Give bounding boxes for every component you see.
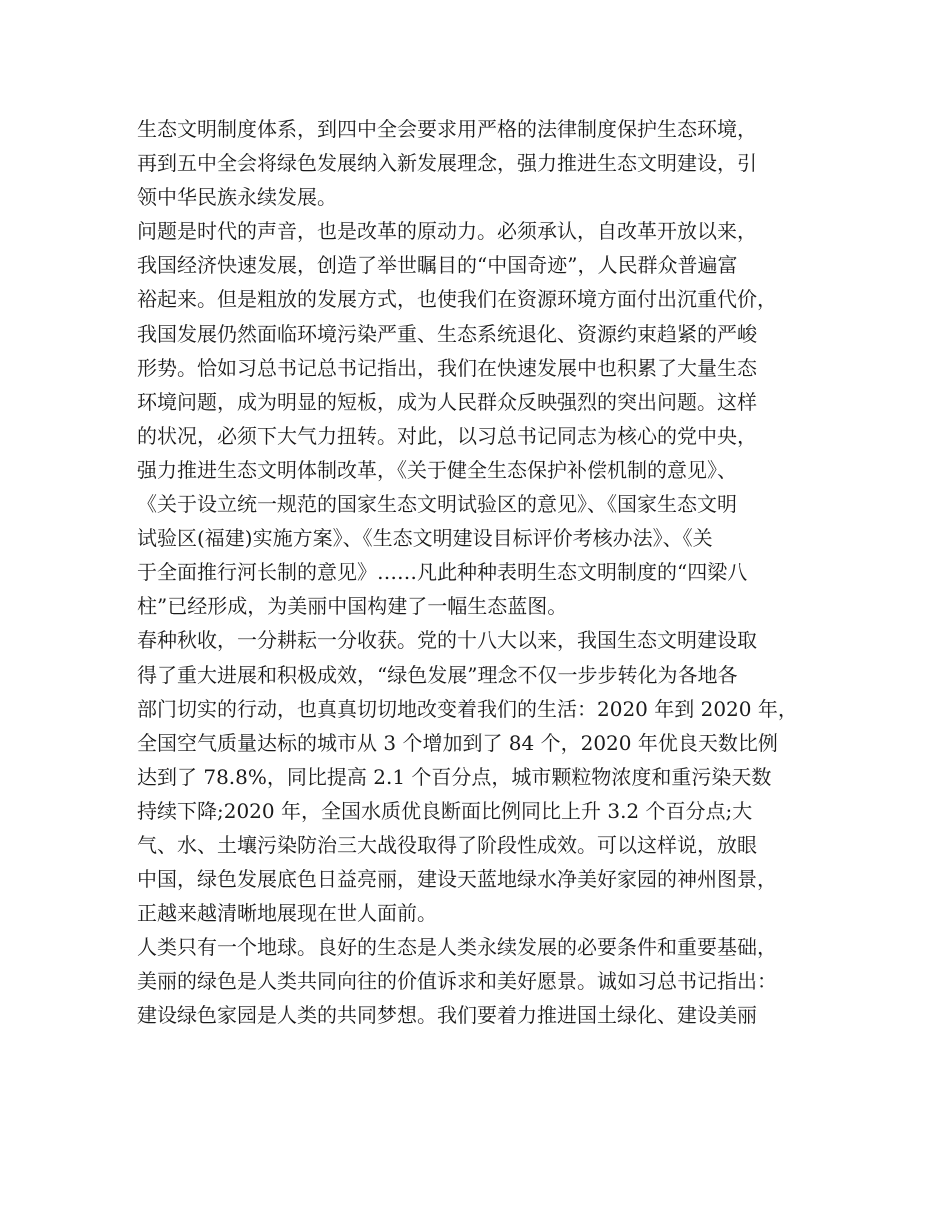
paragraph-3: [137, 623, 827, 930]
paragraph-2: [137, 214, 827, 623]
text-line: 试验区(福建)实施方案》、《生态文明建设目标评价考核办法》、《关: [137, 526, 713, 551]
text-line: 建设绿色家园是人类的共同梦想。我们要着力推进国土绿化、建设美丽: [137, 1003, 757, 1028]
text-line: 形势。恰如习总书记总书记指出，我们在快速发展中也积累了大量生态: [137, 355, 757, 380]
text-line: 柱”已经形成，为美丽中国构建了一幅生态蓝图。: [137, 594, 568, 619]
text-line: 部门切实的行动，也真真切切地改变着我们的生活：2020 年到 2020 年，: [137, 696, 798, 721]
text-line: 我国经济快速发展，创造了举世瞩目的“中国奇迹”，人民群众普遍富: [137, 253, 738, 278]
text-line: 领中华民族永续发展。: [137, 185, 337, 210]
text-line: 气、水、土壤污染防治三大战役取得了阶段性成效。可以这样说，放眼: [137, 832, 757, 857]
text-line: 得了重大进展和积极成效，“绿色发展”理念不仅一步步转化为各地各: [137, 662, 738, 687]
text-line: 再到五中全会将绿色发展纳入新发展理念，强力推进生态文明建设，引: [137, 151, 757, 176]
text-line: 问题是时代的声音，也是改革的原动力。必须承认，自改革开放以来，: [137, 219, 757, 244]
text-line: 人类只有一个地球。良好的生态是人类永续发展的必要条件和重要基础，: [137, 935, 777, 960]
text-line: 全国空气质量达标的城市从 3 个增加到了 84 个，2020 年优良天数比例: [137, 730, 778, 755]
paragraph-1: [137, 112, 827, 214]
text-line: 持续下降;2020 年，全国水质优良断面比例同比上升 3.2 个百分点;大: [137, 798, 753, 823]
text-line: 春种秋收，一分耕耘一分收获。党的十八大以来，我国生态文明建设取: [137, 628, 757, 653]
text-line: 环境问题，成为明显的短板，成为人民群众反映强烈的突出问题。这样: [137, 389, 757, 414]
text-line: 的状况，必须下大气力扭转。对此，以习总书记同志为核心的党中央，: [137, 423, 757, 448]
body-text: [137, 112, 827, 1033]
text-line: 裕起来。但是粗放的发展方式，也使我们在资源环境方面付出沉重代价，: [137, 287, 777, 312]
text-line: 生态文明制度体系，到四中全会要求用严格的法律制度保护生态环境，: [137, 117, 757, 141]
text-line: 我国发展仍然面临环境污染严重、生态系统退化、资源约束趋紧的严峻: [137, 321, 757, 346]
text-line: 于全面推行河长制的意见》……凡此种种表明生态文明制度的“四梁八: [137, 560, 748, 585]
text-line: 《关于设立统一规范的国家生态文明试验区的意见》、《国家生态文明: [137, 492, 737, 517]
text-line: 美丽的绿色是人类共同向往的价值诉求和美好愿景。诚如习总书记指出：: [137, 969, 777, 994]
paragraph-4: [137, 930, 827, 1032]
text-line: 中国，绿色发展底色日益亮丽，建设天蓝地绿水净美好家园的神州图景，: [137, 867, 777, 892]
text-line: 正越来越清晰地展现在世人面前。: [137, 901, 437, 926]
text-line: 达到了 78.8%，同比提高 2.1 个百分点，城市颗粒物浓度和重污染天数: [137, 764, 772, 789]
text-line: 强力推进生态文明体制改革，《关于健全生态保护补偿机制的意见》、: [137, 457, 737, 482]
